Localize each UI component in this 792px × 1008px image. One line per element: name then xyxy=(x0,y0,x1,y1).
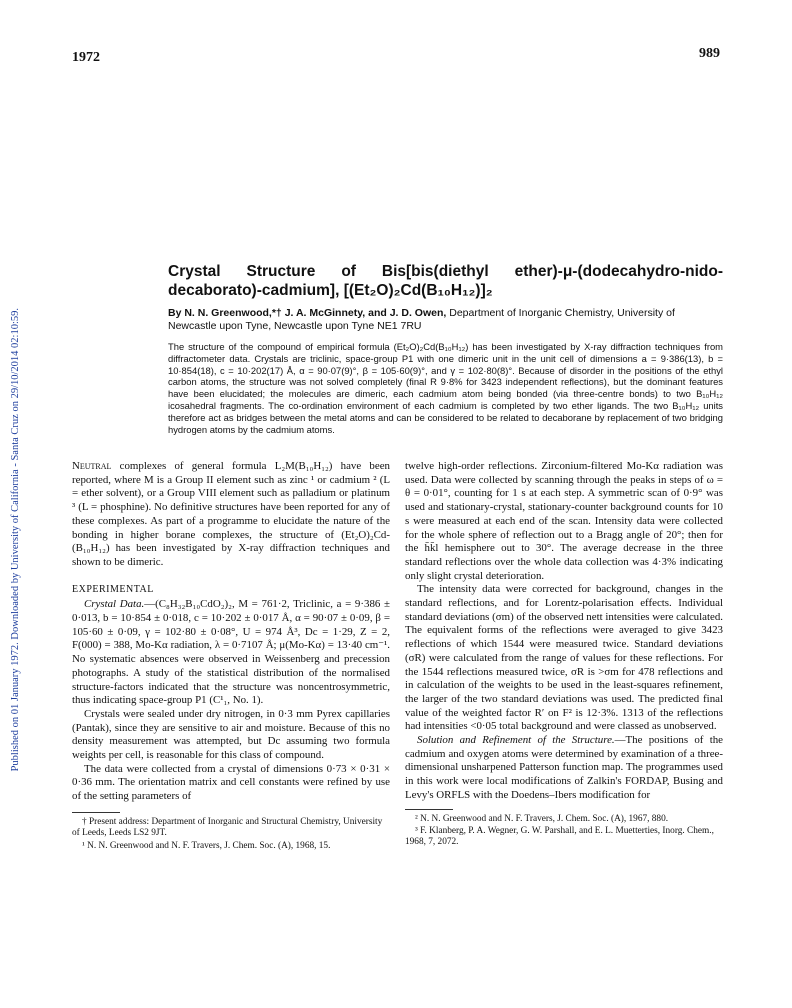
publication-sidebar xyxy=(5,150,25,930)
publication-download-note[interactable]: Published on 01 January 1972. Downloaded by University of California - Santa Cruz on 29/10/2014 02:10:59. xyxy=(9,308,21,772)
footnote-present-address: † Present address: Department of Inorganic and Structural Chemistry, University of Leeds, Leeds LS2 9JT. xyxy=(72,816,383,839)
section-heading-experimental: EXPERIMENTAL xyxy=(72,583,154,595)
author-affiliation: Department of Inorganic Chemistry, University of Newcastle upon Tyne, Newcastle upon Tyne NE1 7RU xyxy=(168,307,675,332)
left-column xyxy=(72,460,390,853)
left-footnotes xyxy=(72,817,390,852)
right-column xyxy=(405,460,723,850)
footnote-rule-right xyxy=(405,809,453,810)
page-number: 989 xyxy=(699,46,720,61)
title-line-2: decaborato)-cadmium], [(Et₂O)₂Cd(B₁₀H₁₂)]₂ xyxy=(168,282,493,299)
intensity-paragraph: The intensity data were corrected for background, changes in the standard reflections, and for Lorentz-polarisation effects. Individual standard deviations (σm) of the observed nett intensities were calculated. The equivalent forms of the reflections were averaged to give 3423 reflections of which 1544 were measured twice. Standard deviations (σR) were calculated from the range of values for these reflections. For the 1544 reflections measured twice, σR is >σm for 478 reflections and in calculation of the weights to be used in the least-squares refinement, the larger of the two standard deviations was used. The predicted final value of the weighted factor R′ on F² is 12·3%. 1313 of the reflections had intensities <0·05 total background and were classed as unobserved. xyxy=(405,583,723,733)
crystal-data-text: —(C₈H₃₂B₁₀CdO₂)₂, M = 761·2, Triclinic, a = 9·386 ± 0·013, b = 10·854 ± 0·018, c = 10·202 ± 0·017 Å, α = 90·07 ± 0·09, β = 105·60 ± 0·09, γ = 102·80 ± 0·08°, U = 974 Å³, Dc = 1·29, Z = 2, F(000) = 388, Mo-Kα radiation, λ = 0·7107 Å; μ(Mo-Kα) = 13·40 cm⁻¹. No systematic absences were observed in Weissenberg and precession photographs. A study of the statistical distribution of the normalised structure-factors indicated that the structure was noncentrosymmetric, thus indicating space-group P1 (C¹₁, No. 1). xyxy=(72,598,390,707)
footnote-reference-1: ¹ N. N. Greenwood and N. F. Travers, J. Chem. Soc. (A), 1968, 15. xyxy=(82,840,331,851)
title-line-1: Crystal Structure of Bis[bis(diethyl ether)-μ-(dodecahydro-nido- xyxy=(168,263,723,280)
article-title xyxy=(168,262,723,300)
author-block xyxy=(168,307,723,333)
crystal-data-label: Crystal Data. xyxy=(84,598,145,611)
abstract: The structure of the compound of empirical formula (Et₂O)₂Cd(B₁₀H₁₂) has been investigated by X-ray diffraction techniques from diffractometer data. Crystals are triclinic, space-group P1 with one dimeric unit in the unit cell of dimensions a = 9·386(13), b = 10·854(18), c = 10·202(17) Å, α = 90·07(9)°, β = 105·60(9)°, and γ = 102·80(8)°. Because of disorder in the positions of the ethyl carbon atoms, the structure was not solved completely (final R 9·8% for 3423 independent reflections), but the dominant features have been elucidated; the molecules are dimeric, each cadmium atom being bonded (via three-centre bonds) to two B₁₀H₁₂ icosahedral fragments. The co-ordination environment of each cadmium is completed by two ether ligands. The two B₁₀H₁₂ units therefore act as bridges between the metal atoms and can be considered to be related to decaborane by replacement of two bridging hydrogen atoms by the cadmium atoms. xyxy=(168,341,723,435)
author-names: By N. N. Greenwood,*† J. A. McGinnety, and J. D. Owen, xyxy=(168,307,447,319)
crystal-data-paragraph xyxy=(72,598,390,708)
intro-lead-word: Neutral xyxy=(72,460,112,472)
footnote-rule xyxy=(72,812,120,813)
data-collection-paragraph: The data were collected from a crystal of dimensions 0·73 × 0·31 × 0·36 mm. The orientation matrix and cell constants were refined by use of the setting parameters of xyxy=(72,762,390,803)
right-footnotes xyxy=(405,814,723,849)
footnote-reference-2: ² N. N. Greenwood and N. F. Travers, J. Chem. Soc. (A), 1967, 880. xyxy=(415,813,669,824)
intro-text: complexes of general formula L₂M(B₁₀H₁₂) have been reported, where M is a Group II element such as zinc ¹ or cadmium ² (L = ether solvent), or a Group VIII element such as palladium or platinum ³ (L = phosphine). No definitive structures have been reported for any of these complexes. As part of a programme to elucidate the nature of the bonding in higher borane complexes, the structure of (Et₂O)₂Cd-(B₁₀H₁₂) has been investigated by X-ray diffraction techniques and shown to be dimeric. xyxy=(72,460,390,568)
crystals-paragraph: Crystals were sealed under dry nitrogen, in 0·3 mm Pyrex capillaries (Pantak), since they are sensitive to air and moisture. Because of this no density measurement was attempted, but Dc assuming two formula weights per cell, is reasonable for this class of compound. xyxy=(72,707,390,762)
solution-label: Solution and Refinement of the Structure. xyxy=(417,734,615,747)
intro-paragraph xyxy=(72,460,390,570)
scan-paragraph: twelve high-order reflections. Zirconium-filtered Mo-Kα radiation was used. Data were collected by scanning through the peaks in steps of ω = θ = 0·01°, counting for 1 s at each step. A symmetric scan of 0·9° was used and stationary-crystal, stationary-counter background counts for 10 s were measured at each end of the scan. Intensity data were collected for the whole sphere of reflection out to a Bragg angle of 20°; then for the h̄k̄l hemisphere out to 30°. The average decrease in the three standard reflections over the whole data collection was 4·3% indicating only slight crystal deterioration. xyxy=(405,460,723,582)
solution-text: —The positions of the cadmium and oxygen atoms were determined by examination of a three-dimensional unsharpened Patterson function map. The programmes used in this work were local modifications of Zalkin's FORDAP, Busing and Levy's ORFLS with the Doedens–Ibers modification for xyxy=(405,734,724,801)
journal-year: 1972 xyxy=(72,50,100,65)
footnote-reference-3: ³ F. Klanberg, P. A. Wegner, G. W. Parshall, and E. L. Muetterties, Inorg. Chem., 1968, 7, 2072. xyxy=(405,825,714,848)
solution-paragraph xyxy=(405,734,723,803)
